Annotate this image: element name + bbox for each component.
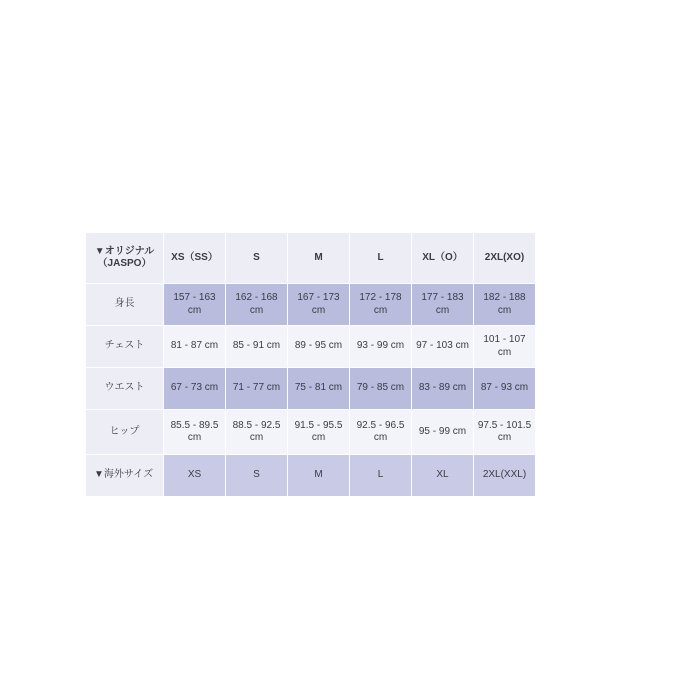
cell-hip-m: 91.5 - 95.5 cm xyxy=(288,410,350,455)
cell-chest-2xl: 101 - 107 cm xyxy=(474,326,536,368)
column-header-l: L xyxy=(350,233,412,284)
cell-height-l: 172 - 178 cm xyxy=(350,284,412,326)
cell-chest-xl: 97 - 103 cm xyxy=(412,326,474,368)
cell-hip-2xl: 97.5 - 101.5 cm xyxy=(474,410,536,455)
table-row-chest xyxy=(86,326,536,368)
cell-height-xs: 157 - 163 cm xyxy=(164,284,226,326)
row-label-waist: ウエスト xyxy=(86,368,164,410)
cell-waist-xl: 83 - 89 cm xyxy=(412,368,474,410)
cell-chest-xs: 81 - 87 cm xyxy=(164,326,226,368)
cell-hip-l: 92.5 - 96.5 cm xyxy=(350,410,412,455)
table-row-hip xyxy=(86,410,536,455)
column-header-xs: XS（SS） xyxy=(164,233,226,284)
table-row-height xyxy=(86,284,536,326)
header-origin-line1: ▼オリジナル xyxy=(94,245,155,257)
cell-waist-2xl: 87 - 93 cm xyxy=(474,368,536,410)
cell-height-s: 162 - 168 cm xyxy=(226,284,288,326)
table-row-overseas xyxy=(86,455,536,497)
cell-overseas-m: M xyxy=(288,455,350,497)
cell-chest-m: 89 - 95 cm xyxy=(288,326,350,368)
cell-chest-l: 93 - 99 cm xyxy=(350,326,412,368)
table-header-row xyxy=(86,233,536,284)
column-header-2xl: 2XL(XO) xyxy=(474,233,536,284)
cell-height-m: 167 - 173 cm xyxy=(288,284,350,326)
row-label-chest: チェスト xyxy=(86,326,164,368)
row-label-overseas: ▼海外サイズ xyxy=(86,455,164,497)
cell-hip-xs: 85.5 - 89.5 cm xyxy=(164,410,226,455)
cell-overseas-xs: XS xyxy=(164,455,226,497)
cell-overseas-2xl: 2XL(XXL) xyxy=(474,455,536,497)
cell-overseas-s: S xyxy=(226,455,288,497)
size-chart-container xyxy=(85,232,535,497)
cell-waist-l: 79 - 85 cm xyxy=(350,368,412,410)
cell-height-xl: 177 - 183 cm xyxy=(412,284,474,326)
cell-hip-xl: 95 - 99 cm xyxy=(412,410,474,455)
cell-chest-s: 85 - 91 cm xyxy=(226,326,288,368)
cell-overseas-xl: XL xyxy=(412,455,474,497)
cell-waist-m: 75 - 81 cm xyxy=(288,368,350,410)
size-chart-table xyxy=(85,232,536,497)
cell-waist-xs: 67 - 73 cm xyxy=(164,368,226,410)
column-header-xl: XL（O） xyxy=(412,233,474,284)
column-header-m: M xyxy=(288,233,350,284)
cell-hip-s: 88.5 - 92.5 cm xyxy=(226,410,288,455)
row-label-height: 身長 xyxy=(86,284,164,326)
row-label-hip: ヒップ xyxy=(86,410,164,455)
cell-overseas-l: L xyxy=(350,455,412,497)
column-header-s: S xyxy=(226,233,288,284)
header-origin-label xyxy=(86,233,164,284)
table-row-waist xyxy=(86,368,536,410)
cell-height-2xl: 182 - 188 cm xyxy=(474,284,536,326)
header-origin-line2: （JASPO） xyxy=(97,258,152,269)
cell-waist-s: 71 - 77 cm xyxy=(226,368,288,410)
